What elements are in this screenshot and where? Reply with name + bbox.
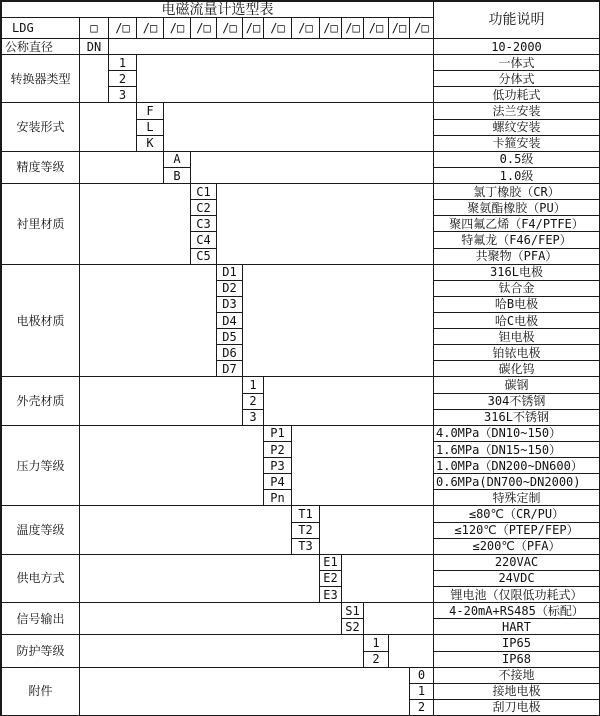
code-cell: P3 bbox=[264, 458, 292, 474]
code-cell: D2 bbox=[217, 281, 243, 297]
function-cell: 0.6MPa(DN700~DN2000) bbox=[434, 474, 600, 490]
code-cell: Pn bbox=[264, 490, 292, 506]
code-cell: D1 bbox=[217, 265, 243, 281]
code-cell: P1 bbox=[264, 426, 292, 442]
filler-cell bbox=[292, 426, 434, 507]
function-cell: 316L不锈钢 bbox=[434, 410, 600, 426]
category-cell: 温度等级 bbox=[2, 506, 80, 554]
model-slot-box-cell: /□ bbox=[320, 18, 342, 39]
filler-cell bbox=[80, 152, 164, 184]
filler-cell bbox=[80, 506, 292, 554]
function-cell: 特氟龙（F46/FEP） bbox=[434, 232, 600, 248]
filler-cell bbox=[364, 603, 434, 635]
filler-cell bbox=[342, 555, 434, 603]
code-cell: C5 bbox=[191, 249, 217, 265]
code-cell: 2 bbox=[410, 700, 434, 716]
code-cell: S2 bbox=[342, 619, 364, 635]
code-cell: C4 bbox=[191, 232, 217, 248]
category-cell: 外壳材质 bbox=[2, 377, 80, 425]
function-cell: 接地电极 bbox=[434, 684, 600, 700]
filler-cell bbox=[80, 103, 137, 151]
function-cell: 1.6MPa（DN15~150） bbox=[434, 442, 600, 458]
code-cell: D3 bbox=[217, 297, 243, 313]
function-cell: 哈C电极 bbox=[434, 313, 600, 329]
function-cell: 螺纹安装 bbox=[434, 120, 600, 136]
function-column-header: 功能说明 bbox=[434, 2, 600, 39]
function-cell: 1.0MPa（DN200~DN600） bbox=[434, 458, 600, 474]
function-cell: 钽电极 bbox=[434, 329, 600, 345]
code-cell-dn: DN bbox=[80, 39, 109, 55]
function-cell: 哈B电极 bbox=[434, 297, 600, 313]
model-slot-box-cell: /□ bbox=[342, 18, 364, 39]
filler-cell bbox=[191, 152, 434, 184]
filler-cell bbox=[243, 265, 434, 378]
code-cell: T3 bbox=[292, 539, 320, 555]
filler-cell bbox=[109, 39, 434, 55]
function-cell: ≤120℃（PTEP/FEP） bbox=[434, 523, 600, 539]
function-cell: 聚氨酯橡胶（PU） bbox=[434, 200, 600, 216]
function-cell: 4-20mA+RS485（标配） bbox=[434, 603, 600, 619]
model-slot-box-cell: /□ bbox=[191, 18, 217, 39]
code-cell: P4 bbox=[264, 474, 292, 490]
function-cell: 一体式 bbox=[434, 55, 600, 71]
model-slot-box-cell: /□ bbox=[264, 18, 292, 39]
function-cell-dn: 10-2000 bbox=[434, 39, 600, 55]
model-slot-box-cell: /□ bbox=[364, 18, 389, 39]
category-cell: 压力等级 bbox=[2, 426, 80, 507]
filler-cell bbox=[164, 103, 434, 151]
function-cell: 法兰安装 bbox=[434, 103, 600, 119]
function-cell: 低功耗式 bbox=[434, 87, 600, 103]
filler-cell bbox=[80, 55, 109, 103]
function-cell: HART bbox=[434, 619, 600, 635]
code-cell: E3 bbox=[320, 587, 342, 603]
function-cell: 氯丁橡胶（CR） bbox=[434, 184, 600, 200]
model-base-box-cell: □ bbox=[80, 18, 109, 39]
category-cell: 电极材质 bbox=[2, 265, 80, 378]
model-slot-box-cell: /□ bbox=[109, 18, 137, 39]
filler-cell bbox=[264, 377, 434, 425]
filler-cell bbox=[80, 184, 191, 265]
model-slot-box-cell: /□ bbox=[217, 18, 243, 39]
function-cell: 碳钢 bbox=[434, 377, 600, 393]
function-cell: 4.0MPa（DN10~150） bbox=[434, 426, 600, 442]
code-cell: C2 bbox=[191, 200, 217, 216]
code-cell: K bbox=[137, 136, 164, 152]
category-cell: 安装形式 bbox=[2, 103, 80, 151]
filler-cell bbox=[137, 55, 434, 103]
model-slot-box-cell: /□ bbox=[389, 18, 410, 39]
code-cell: C3 bbox=[191, 216, 217, 232]
filler-cell bbox=[217, 184, 434, 265]
code-cell: D4 bbox=[217, 313, 243, 329]
category-cell: 精度等级 bbox=[2, 152, 80, 184]
code-cell: B bbox=[164, 168, 191, 184]
code-cell: T1 bbox=[292, 506, 320, 522]
code-cell: 1 bbox=[109, 55, 137, 71]
model-slot-box-cell: /□ bbox=[137, 18, 164, 39]
code-cell: 2 bbox=[109, 71, 137, 87]
filler-cell bbox=[80, 635, 364, 667]
model-slot-box-cell: /□ bbox=[243, 18, 264, 39]
code-cell: 1 bbox=[410, 684, 434, 700]
code-cell: 3 bbox=[243, 410, 264, 426]
code-cell: T2 bbox=[292, 523, 320, 539]
filler-cell bbox=[80, 377, 243, 425]
function-cell: 卡箍安装 bbox=[434, 136, 600, 152]
function-cell: ≤80℃（CR/PU） bbox=[434, 506, 600, 522]
function-cell: 不接地 bbox=[434, 668, 600, 684]
code-cell: 2 bbox=[364, 652, 389, 668]
category-cell-dn: 公称直径 bbox=[2, 39, 80, 55]
code-cell: D5 bbox=[217, 329, 243, 345]
category-cell: 附件 bbox=[2, 668, 80, 716]
code-cell: P2 bbox=[264, 442, 292, 458]
function-cell: 特殊定制 bbox=[434, 490, 600, 506]
category-cell: 供电方式 bbox=[2, 555, 80, 603]
code-cell: D6 bbox=[217, 345, 243, 361]
code-cell: D7 bbox=[217, 361, 243, 377]
code-cell: E2 bbox=[320, 571, 342, 587]
filler-cell bbox=[389, 635, 434, 667]
code-cell: L bbox=[137, 120, 164, 136]
model-slot-box-cell: /□ bbox=[292, 18, 320, 39]
table-title: 电磁流量计选型表 bbox=[2, 2, 434, 18]
code-cell: 2 bbox=[243, 394, 264, 410]
function-cell: 304不锈钢 bbox=[434, 394, 600, 410]
function-cell: 1.0级 bbox=[434, 168, 600, 184]
code-cell: 1 bbox=[364, 635, 389, 651]
function-cell: ≤200℃（PFA） bbox=[434, 539, 600, 555]
function-cell: 分体式 bbox=[434, 71, 600, 87]
filler-cell bbox=[80, 555, 320, 603]
function-cell: IP68 bbox=[434, 652, 600, 668]
code-cell: C1 bbox=[191, 184, 217, 200]
model-slot-box-cell: /□ bbox=[164, 18, 191, 39]
code-cell: 0 bbox=[410, 668, 434, 684]
code-cell: F bbox=[137, 103, 164, 119]
filler-cell bbox=[80, 426, 264, 507]
code-cell: A bbox=[164, 152, 191, 168]
category-cell: 信号输出 bbox=[2, 603, 80, 635]
code-cell: 3 bbox=[109, 87, 137, 103]
code-cell: S1 bbox=[342, 603, 364, 619]
model-code-cell: LDG bbox=[2, 18, 80, 39]
function-cell: IP65 bbox=[434, 635, 600, 651]
function-cell: 220VAC bbox=[434, 555, 600, 571]
filler-cell bbox=[80, 668, 410, 716]
category-cell: 转换器类型 bbox=[2, 55, 80, 103]
function-cell: 316L电极 bbox=[434, 265, 600, 281]
function-cell: 锂电池（仅限低功耗式） bbox=[434, 587, 600, 603]
function-cell: 钛合金 bbox=[434, 281, 600, 297]
model-slot-box-cell: /□ bbox=[410, 18, 434, 39]
function-cell: 聚四氟乙烯（F4/PTFE） bbox=[434, 216, 600, 232]
function-cell: 铂铱电极 bbox=[434, 345, 600, 361]
category-cell: 防护等级 bbox=[2, 635, 80, 667]
filler-cell bbox=[320, 506, 434, 554]
filler-cell bbox=[80, 265, 217, 378]
filler-cell bbox=[80, 603, 342, 635]
function-cell: 0.5级 bbox=[434, 152, 600, 168]
function-cell: 碳化钨 bbox=[434, 361, 600, 377]
category-cell: 衬里材质 bbox=[2, 184, 80, 265]
function-cell: 刮刀电极 bbox=[434, 700, 600, 716]
code-cell: 1 bbox=[243, 377, 264, 393]
code-cell: E1 bbox=[320, 555, 342, 571]
function-cell: 共聚物（PFA） bbox=[434, 249, 600, 265]
function-cell: 24VDC bbox=[434, 571, 600, 587]
